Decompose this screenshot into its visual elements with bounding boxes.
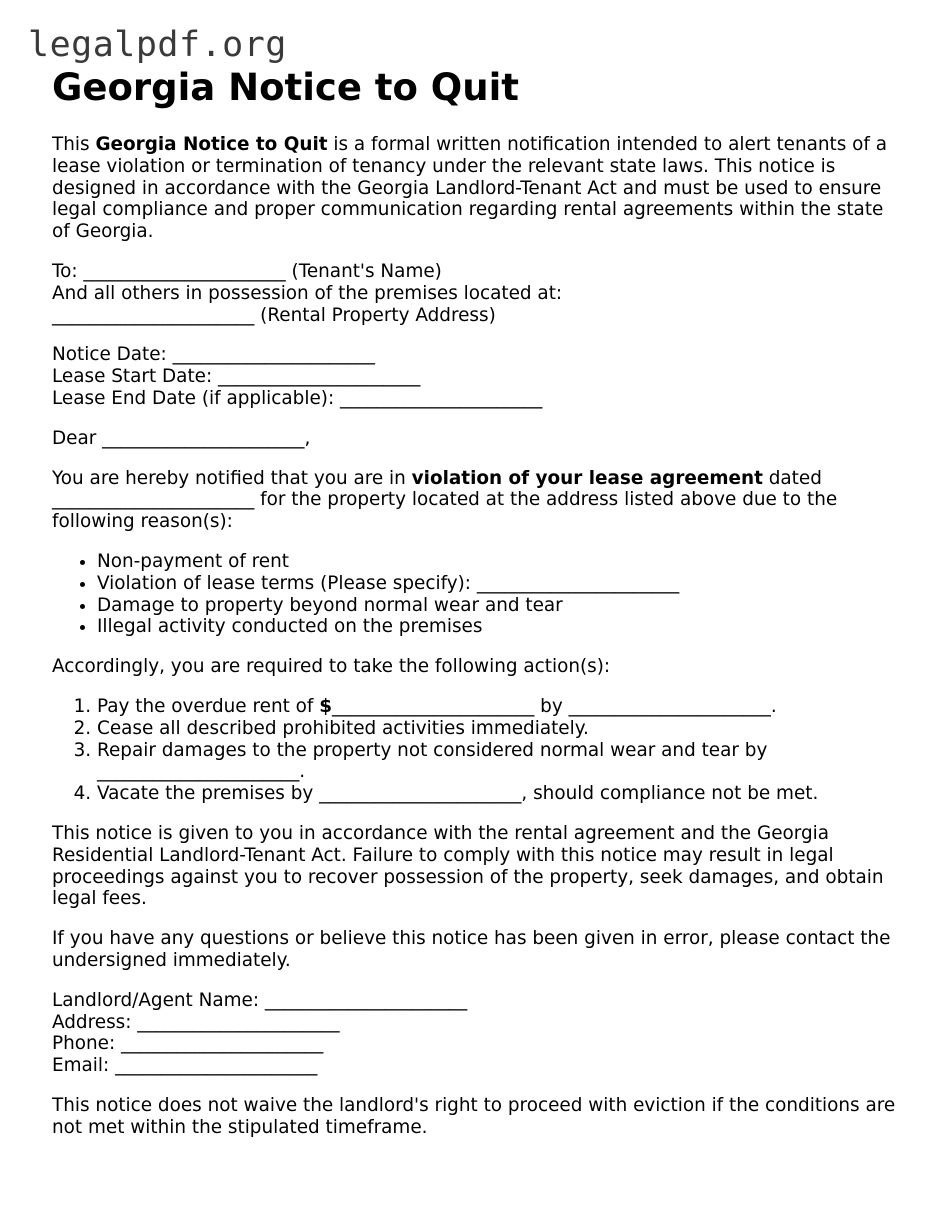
closing-paragraph: This notice does not waive the landlord's right to proceed with eviction if the conditions are not met within the stipulated timeframe. bbox=[52, 1094, 896, 1138]
address-line: ______________________ (Rental Property Address) bbox=[52, 304, 496, 326]
landlord-email: Email: ______________________ bbox=[52, 1055, 318, 1077]
action1-post: ______________________ by ______________________. bbox=[332, 695, 777, 717]
reasons-list bbox=[52, 551, 897, 638]
others-line: And all others in possession of the premises located at: bbox=[52, 282, 563, 304]
list-item: 3. Repair damages to the property not considered normal wear and tear by ______________________. bbox=[97, 740, 897, 784]
dates-block bbox=[52, 344, 897, 409]
action1-pre: Pay the overdue rent of bbox=[97, 695, 320, 717]
intro-pre: This bbox=[52, 134, 96, 155]
lease-end-date: Lease End Date (if applicable): ______________________ bbox=[52, 387, 543, 409]
landlord-name: Landlord/Agent Name: ______________________ bbox=[52, 989, 468, 1011]
violation-paragraph bbox=[52, 468, 897, 533]
list-item: 4. Vacate the premises by ______________________, should compliance not be met. bbox=[97, 783, 897, 805]
page-title: Georgia Notice to Quit bbox=[52, 66, 519, 109]
to-line: To: ______________________ (Tenant's Name) bbox=[52, 260, 442, 282]
action1-bold: $ bbox=[319, 695, 333, 717]
list-item: 2. Cease all described prohibited activities immediately. bbox=[97, 718, 897, 740]
list-item: • Illegal activity conducted on the premises bbox=[97, 616, 897, 638]
notice-date: Notice Date: ______________________ bbox=[52, 344, 375, 366]
actions-list bbox=[52, 696, 897, 805]
intro-post: is a formal written notification intended to alert tenants of a lease violation or termination of tenancy under the relevant state laws. This notice is designed in accordance with the Georgia Landlord-Tenant Act and must be used to ensure legal compliance and proper communication regarding rental agreements within the state of Georgia. bbox=[52, 134, 888, 243]
landlord-phone: Phone: ______________________ bbox=[52, 1033, 324, 1055]
landlord-block bbox=[52, 990, 897, 1077]
document-page bbox=[52, 66, 897, 1156]
accordance-paragraph: This notice is given to you in accordance with the rental agreement and the Georgia Residential Landlord-Tenant Act. Failure to comply with this notice may result in legal proceedings against you to recover possession of the property, seek damages, and obtain legal fees. bbox=[52, 822, 884, 910]
watermark: legalpdf.org bbox=[28, 25, 287, 65]
list-item: • Non-payment of rent bbox=[97, 551, 897, 573]
list-item: • Damage to property beyond normal wear and tear bbox=[97, 595, 897, 617]
landlord-address: Address: ______________________ bbox=[52, 1011, 340, 1033]
salutation: Dear ______________________, bbox=[52, 427, 311, 449]
violation-post: dated ______________________ for the property located at the address listed above due to the following reason(s): bbox=[52, 467, 838, 533]
list-item: • Violation of lease terms (Please specify): ______________________ bbox=[97, 573, 897, 595]
violation-bold: violation of your lease agreement bbox=[411, 467, 763, 489]
lease-start-date: Lease Start Date: ______________________ bbox=[52, 366, 421, 388]
list-item bbox=[97, 696, 897, 718]
intro-paragraph bbox=[52, 134, 897, 243]
intro-bold: Georgia Notice to Quit bbox=[95, 134, 328, 155]
recipient-block bbox=[52, 261, 897, 326]
actions-intro: Accordingly, you are required to take the following action(s): bbox=[52, 656, 611, 678]
questions-paragraph: If you have any questions or believe this notice has been given in error, please contact the undersigned immediately. bbox=[52, 928, 891, 971]
violation-pre: You are hereby notified that you are in bbox=[52, 467, 412, 489]
